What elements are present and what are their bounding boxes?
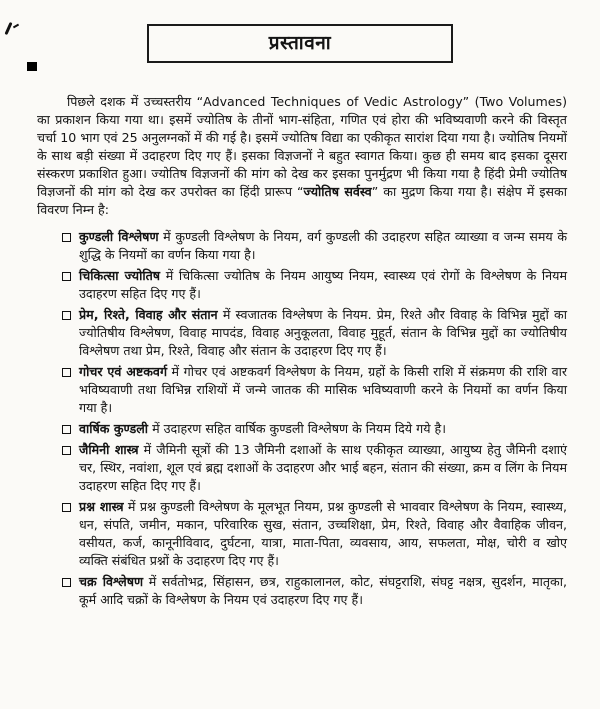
list-item — [62, 363, 567, 417]
list-item — [62, 573, 567, 609]
page-title: प्रस्तावना — [268, 32, 332, 54]
bullet-body: में उदाहरण सहित वार्षिक कुण्डली विश्लेषण के नियम दिये गये है। — [148, 421, 446, 436]
square-bullet-icon — [62, 368, 71, 377]
square-bullet-icon — [62, 446, 71, 455]
list-item-text — [79, 364, 567, 415]
bullet-body: में कुण्डली विश्लेषण के नियम, वर्ग कुण्डली की उदाहरण सहित व्याख्या व जन्म समय के शुद्धि के नियमों का वर्णन किया गया है। — [79, 229, 567, 262]
list-item-text — [79, 499, 567, 568]
list-item — [62, 306, 567, 360]
intro-book-title: ज्योतिष सर्वस्व — [303, 184, 372, 199]
bullet-body: में जैमिनी सूत्रों की 13 जैमिनी दशाओं के साथ एकीकृत व्याख्या, आयुष्य हेतु जैमिनी दशाएं चर, स्थिर, नवांशा, शूल एवं ब्रह्म दशाओं के उदाहरण और भाई बहन, संतान की संख्या, क्रम व लिंग के नियम उदाहरण सहित दिए गए हैं। — [79, 442, 567, 493]
bullet-body: में सर्वतोभद्र, सिंहासन, छत्र, राहुकालानल, कोट, संघट्टराशि, संघट्ट नक्षत्र, सुदर्शन, मातृका, कूर्म आदि चक्रों के विश्लेषण के नियम एवं उदाहरण दिए गए हैं। — [79, 574, 567, 607]
bullet-list — [37, 228, 567, 609]
bullet-lead: चक्र विश्लेषण — [79, 574, 144, 589]
bullet-lead: कुण्डली विश्लेषण — [79, 229, 159, 244]
bullet-body: में गोचर एवं अष्टकवर्ग विश्लेषण के नियम, ग्रहों के किसी राशि में संक्रमण की राशि वार भविष्यवाणी तथा विभिन्न राशियों में जन्मे जातक की मासिक भविष्यवाणी करने के नियमों का वर्णन किया गया है। — [79, 364, 567, 415]
bullet-body: में चिकित्सा ज्योतिष के नियम आयुष्य नियम, स्वास्थ्य एवं रोगों के विश्लेषण के नियम उदाहरण सहित दिए गए हैं। — [79, 268, 567, 301]
list-item — [62, 267, 567, 303]
list-item-text — [79, 574, 567, 607]
square-bullet-icon — [62, 425, 71, 434]
list-item-text — [79, 421, 446, 436]
scan-artifact-mark — [4, 22, 12, 35]
list-item — [62, 420, 567, 438]
intro-paragraph — [37, 93, 567, 219]
bullet-lead: चिकित्सा ज्योतिष — [79, 268, 161, 283]
bullet-lead: गोचर एवं अष्टकवर्ग — [79, 364, 168, 379]
square-bullet-icon — [62, 503, 71, 512]
document-page — [0, 24, 600, 709]
square-bullet-icon — [62, 272, 71, 281]
bullet-body: में प्रश्न कुण्डली विश्लेषण के मूलभूत नियम, प्रश्न कुण्डली से भाववार विश्लेषण के नियम, स्वास्थ्य, धन, संपति, जमीन, मकान, परिवारिक सुख, संतान, उच्चशिक्षा, प्रेम, रिश्ते, विवाह और वैवाहिक जीवन, वसीयत, कर्ज, कानूनीविवाद, दुर्घटना, यात्रा, माता-पिता, व्यवसाय, आय, सफलता, मोक्ष, चोरी व खोए व्यक्ति संबंधित प्रश्नों के उदाहरण दिए गए हैं। — [79, 499, 567, 568]
list-item — [62, 498, 567, 570]
list-item-text — [79, 268, 567, 301]
intro-text-after: ” का मुद्रण किया गया है। संक्षेप में इसका विवरण निम्न है: — [37, 184, 567, 217]
scan-artifact-tick — [13, 24, 19, 29]
list-item — [62, 441, 567, 495]
square-bullet-icon — [62, 233, 71, 242]
list-item-text — [79, 229, 567, 262]
page-title-box — [147, 24, 453, 63]
bullet-body: में स्वजातक विश्लेषण के नियम. प्रेम, रिश्ते और विवाह के विभिन्न मुद्दों का ज्योतिषीय विश्लेषण, विवाह मापदंड, विवाह अनुकूलता, विवाह मुहूर्त, संतान के विभिन्न मुद्दों का ज्योतिषीय विश्लेषण तथा प्रेम, रिश्ते, विवाह और संतान के उदाहरण दिए गए हैं। — [79, 307, 567, 358]
square-bullet-icon — [62, 311, 71, 320]
list-item-text — [79, 307, 567, 358]
bullet-lead: प्रश्न शास्त्र — [79, 499, 124, 514]
bullet-lead: जैमिनी शास्त्र — [79, 442, 139, 457]
bullet-lead: वार्षिक कुण्डली — [79, 421, 149, 436]
scan-artifact-square — [27, 62, 37, 71]
intro-text-before: पिछले दशक में उच्चस्तरीय “Advanced Techniques of Vedic Astrology” (Two Volumes) का प्रकाशन किया गया था। इसमें ज्योतिष के तीनों भाग-संहिता, गणित एवं होरा की भविष्यवाणी करने की विस्तृत चर्चा 10 भाग एवं 25 अनुलग्नकों में की गई है। इसमें ज्योतिष विद्या का एकीकृत सारांश दिया गया है। ज्योतिष नियमों के साथ बड़ी संख्या में उदाहरण दिए गए हैं। इसका विज्ञजनों ने बहुत स्वागत किया। कुछ ही समय बाद इसका दूसरा संस्करण प्रकाशित हुआ। ज्योतिष विज्ञजनों की मांग को देख कर इसका पुनर्मुद्रण भी किया गया है हिंदी प्रेमी ज्योतिष विज्ञजनों की मांग को देख कर उपरोक्त का हिंदी प्रारूप “ — [37, 94, 567, 199]
page-content — [0, 63, 600, 609]
bullet-lead: प्रेम, रिश्ते, विवाह और संतान — [79, 307, 218, 322]
list-item — [62, 228, 567, 264]
list-item-text — [79, 442, 567, 493]
square-bullet-icon — [62, 578, 71, 587]
